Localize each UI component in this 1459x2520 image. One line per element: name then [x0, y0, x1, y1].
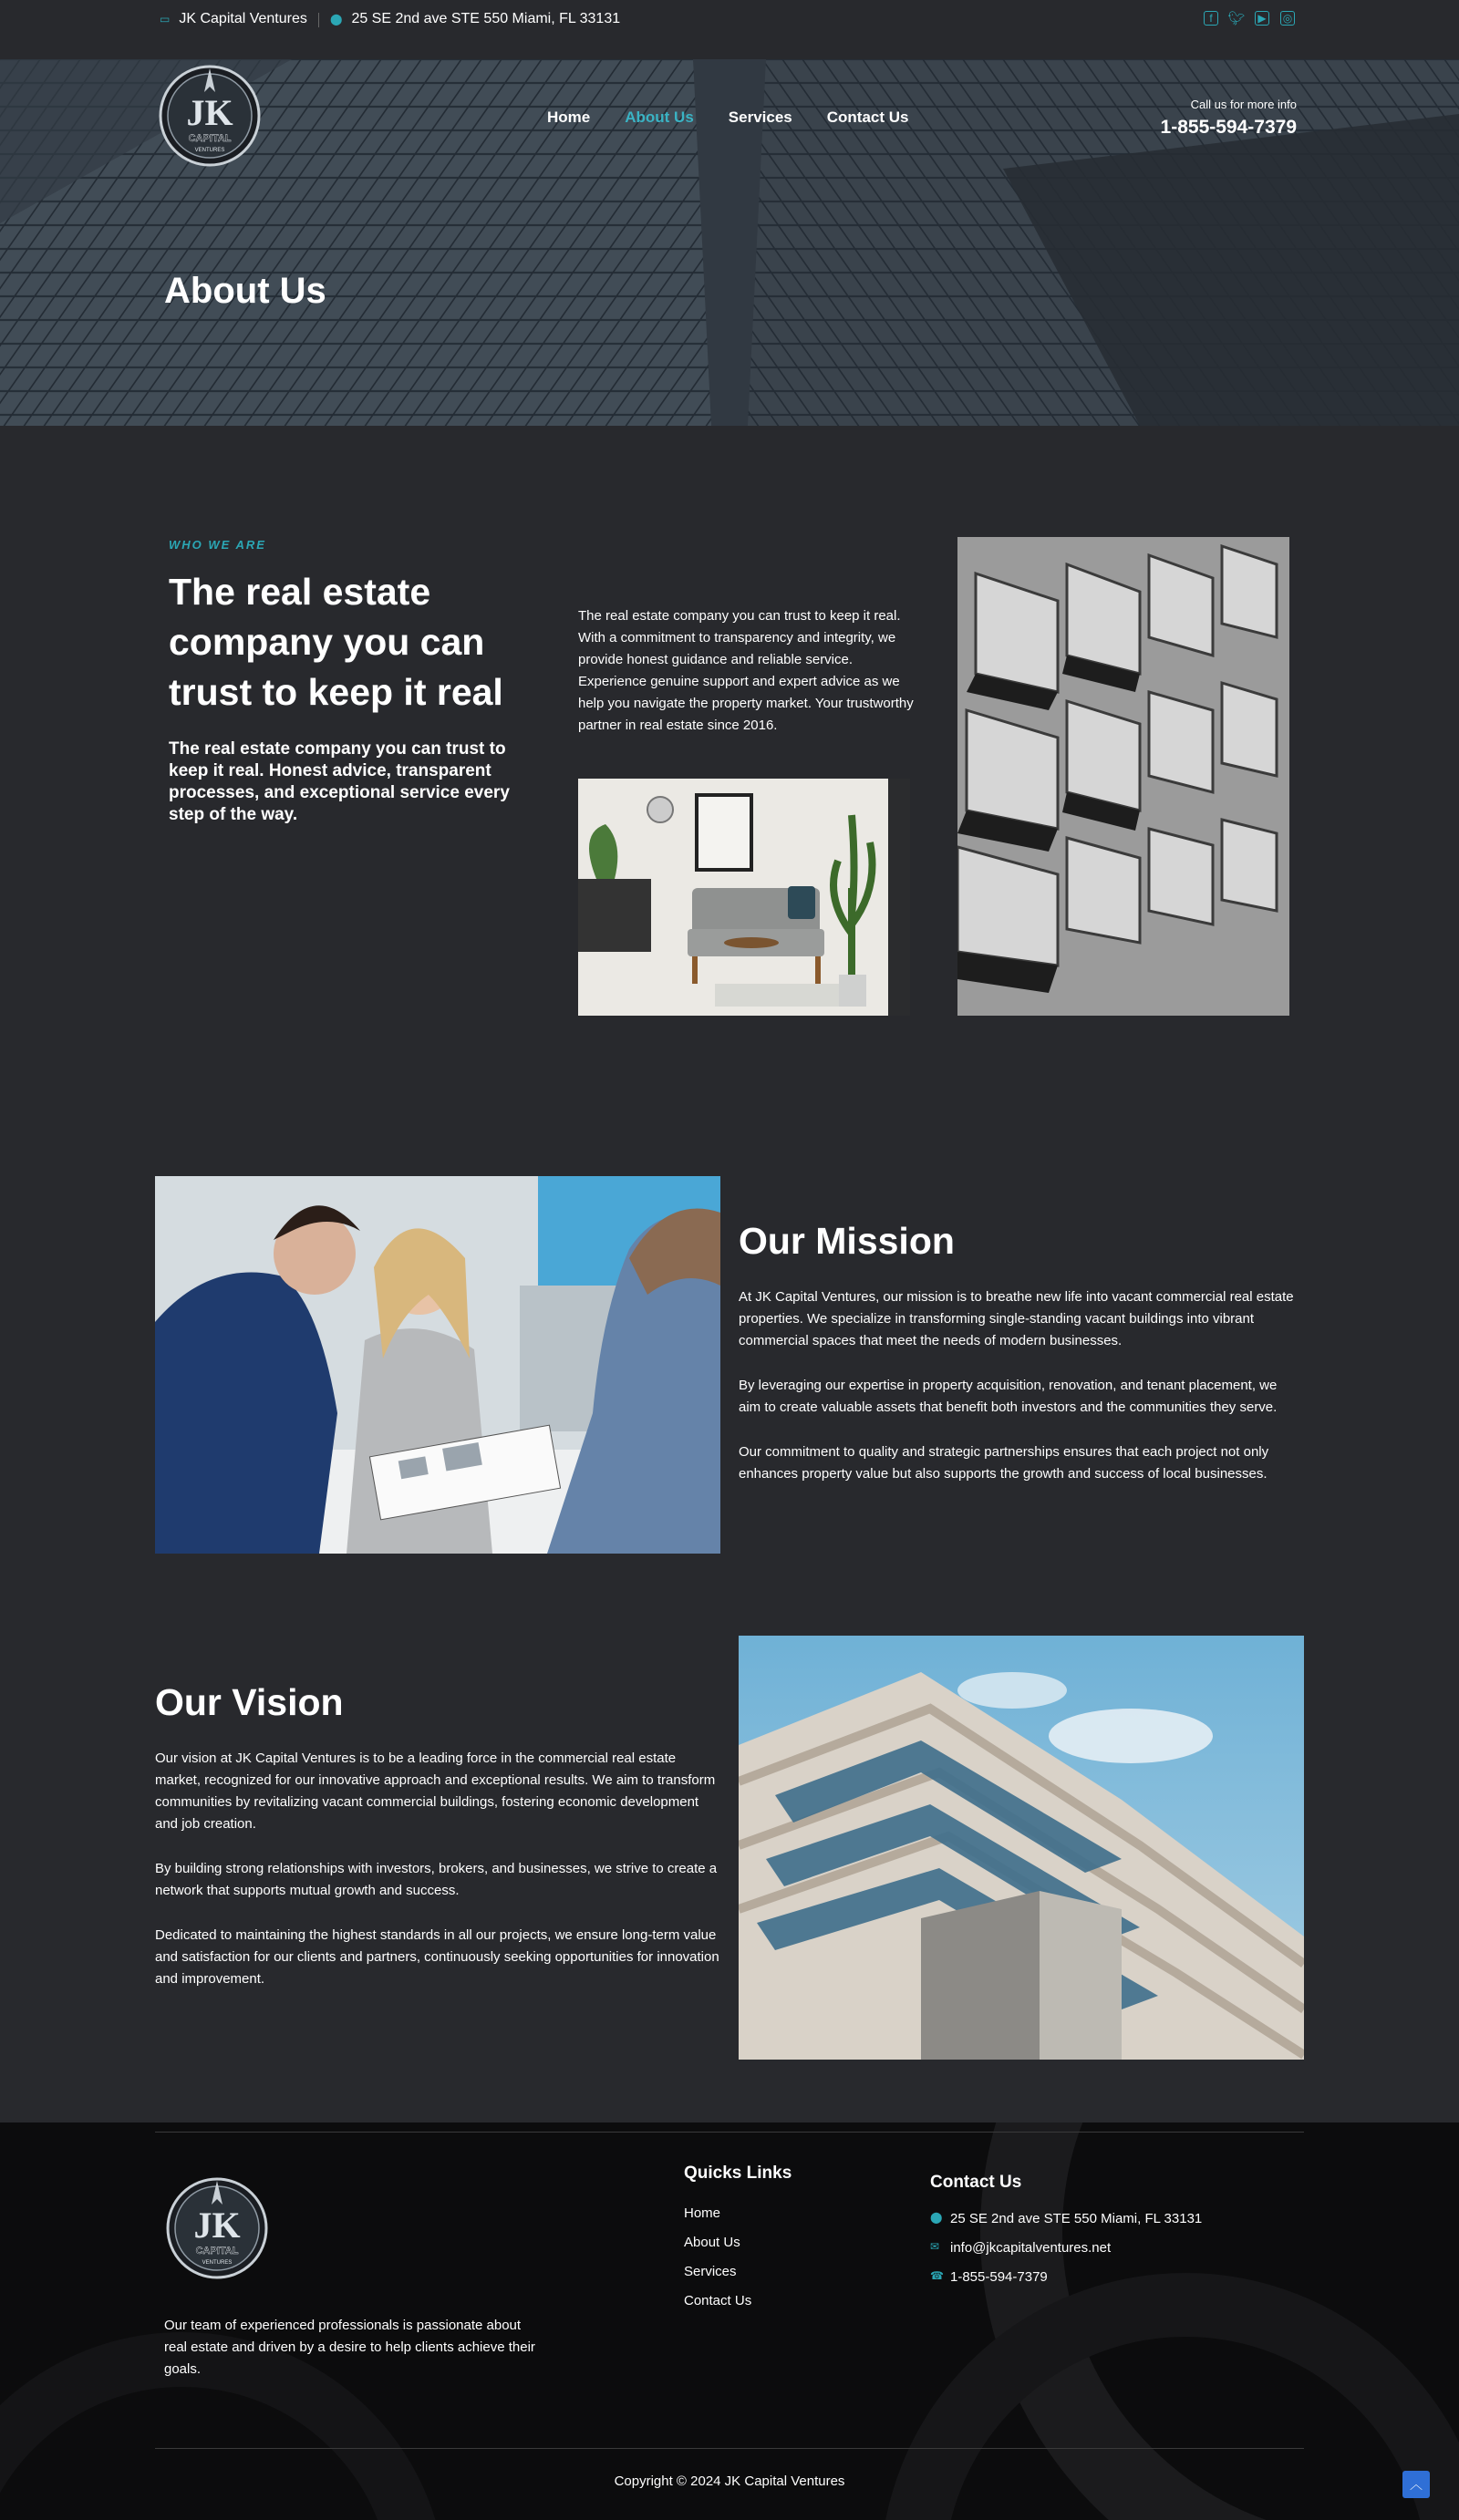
- vision-title: Our Vision: [155, 1681, 344, 1723]
- contact-phone[interactable]: [930, 2269, 1202, 2298]
- company-info: [160, 11, 307, 27]
- nav-home[interactable]: Home: [547, 108, 591, 126]
- main-nav: [547, 108, 943, 127]
- nav-contact-us[interactable]: Contact Us: [826, 108, 909, 126]
- youtube-icon[interactable]: ▶: [1255, 11, 1269, 26]
- nav-about-us[interactable]: About Us: [625, 108, 694, 126]
- svg-text:VENTURES: VENTURES: [202, 2260, 233, 2266]
- quick-link-contact-us[interactable]: Contact Us: [684, 2293, 752, 2308]
- topbar-divider: [318, 13, 319, 27]
- quick-links-list: [684, 2205, 751, 2322]
- quick-links-title: Quicks Links: [684, 2164, 792, 2183]
- quick-link-home[interactable]: Home: [684, 2205, 721, 2221]
- meeting-photo: [155, 1176, 720, 1554]
- contact-email-text[interactable]: info@jkcapitalventures.net: [950, 2240, 1112, 2256]
- vision-text: [155, 1748, 720, 2013]
- footer-divider-top: [155, 2132, 1304, 2133]
- footer-divider-bottom: [155, 2448, 1304, 2449]
- site-logo[interactable]: [159, 65, 261, 167]
- topbar-company: JK Capital Ventures: [179, 11, 307, 26]
- instagram-icon[interactable]: ◎: [1280, 11, 1295, 26]
- phone-icon: ☎: [930, 2269, 944, 2282]
- svg-text:VENTURES: VENTURES: [194, 148, 225, 153]
- call-info: [1161, 98, 1297, 139]
- location-pin-icon: ⬤: [930, 2211, 943, 2224]
- scroll-to-top-button[interactable]: [1402, 2471, 1430, 2498]
- call-label: Call us for more info: [1190, 98, 1297, 111]
- footer-logo[interactable]: [166, 2177, 268, 2279]
- living-room-image: [578, 779, 910, 1016]
- mission-paragraph-2: By leveraging our expertise in property acquisition, renovation, and tenant placement, we aim to create valuable assets that benefit both investors and the communities they serve.: [739, 1378, 1278, 1415]
- address-info: [330, 11, 620, 27]
- who-eyebrow: WHO WE ARE: [169, 538, 266, 552]
- call-phone[interactable]: 1-855-594-7379: [1160, 117, 1297, 138]
- quick-link-about-us[interactable]: About Us: [684, 2235, 740, 2250]
- topbar-address: 25 SE 2nd ave STE 550 Miami, FL 33131: [351, 11, 621, 26]
- hero-banner: [0, 59, 1459, 426]
- mission-text: [739, 1286, 1295, 1508]
- social-links: [1204, 11, 1295, 26]
- who-subtitle: The real estate company you can trust to keep it real. Honest advice, transparent processes, and exceptional service every step of the way.: [169, 739, 510, 824]
- svg-text:CAPITAL: CAPITAL: [195, 2246, 239, 2257]
- mission-paragraph-3: Our commitment to quality and strategic partnerships ensures that each project not only enhances property value but also supports the growth and success of local businesses.: [739, 1444, 1269, 1482]
- copyright: Copyright © 2024 JK Capital Ventures: [614, 2474, 845, 2489]
- footer-description: Our team of experienced professionals is passionate about real estate and driven by a desire to help clients achieve their goals.: [164, 2318, 535, 2377]
- svg-text:CAPITAL: CAPITAL: [188, 133, 232, 144]
- nav-services[interactable]: Services: [728, 108, 792, 126]
- building-icon: ▭: [160, 13, 171, 26]
- svg-text:JK: JK: [193, 2205, 241, 2246]
- facebook-icon[interactable]: f: [1204, 11, 1218, 26]
- contact-phone-text[interactable]: 1-855-594-7379: [950, 2269, 1048, 2285]
- site-footer: [0, 2122, 1459, 2520]
- mission-paragraph-1: At JK Capital Ventures, our mission is to breathe new life into vacant commercial real estate properties. We specialize in transforming single-standing vacant buildings into vibrant commercial spaces that meet the needs of modern businesses.: [739, 1289, 1294, 1348]
- who-paragraph: The real estate company you can trust to keep it real. With a commitment to transparency and integrity, we provide honest guidance and reliable service. Experience genuine support and expert advice as we help you navigate the property market. Your trustworthy partner in real estate since 2016.: [578, 608, 914, 733]
- page-title: About Us: [164, 271, 326, 311]
- modern-building-image: [739, 1636, 1304, 2060]
- mission-title: Our Mission: [739, 1220, 955, 1262]
- chevron-up-icon: ︿: [1410, 2477, 1423, 2492]
- contact-email[interactable]: [930, 2240, 1202, 2269]
- envelope-icon: ✉: [930, 2240, 940, 2253]
- contact-address-text: 25 SE 2nd ave STE 550 Miami, FL 33131: [950, 2211, 1203, 2226]
- quick-link-services[interactable]: Services: [684, 2264, 737, 2279]
- svg-text:JK: JK: [186, 92, 233, 133]
- location-pin-icon: ⬤: [330, 13, 343, 26]
- who-title: The real estate company you can trust to keep it real: [169, 571, 503, 713]
- balcony-building-image: [957, 537, 1289, 1016]
- vision-paragraph-2: By building strong relationships with investors, brokers, and businesses, we strive to create a network that supports mutual growth and success.: [155, 1861, 718, 1898]
- contact-list: [930, 2211, 1202, 2298]
- vision-paragraph-1: Our vision at JK Capital Ventures is to be a leading force in the commercial real estate market, recognized for our innovative approach and exceptional results. We aim to transform communities by revitalizing vacant commercial buildings, fostering economic development and job creation.: [155, 1751, 716, 1832]
- top-bar: [0, 0, 1459, 59]
- contact-title: Contact Us: [930, 2173, 1022, 2192]
- contact-address: [930, 2211, 1202, 2240]
- twitter-icon[interactable]: 🐦︎: [1227, 11, 1246, 26]
- vision-paragraph-3: Dedicated to maintaining the highest standards in all our projects, we ensure long-term value and satisfaction for our clients and partners, continuously seeking opportunities for innovation and improvement.: [155, 1927, 719, 1987]
